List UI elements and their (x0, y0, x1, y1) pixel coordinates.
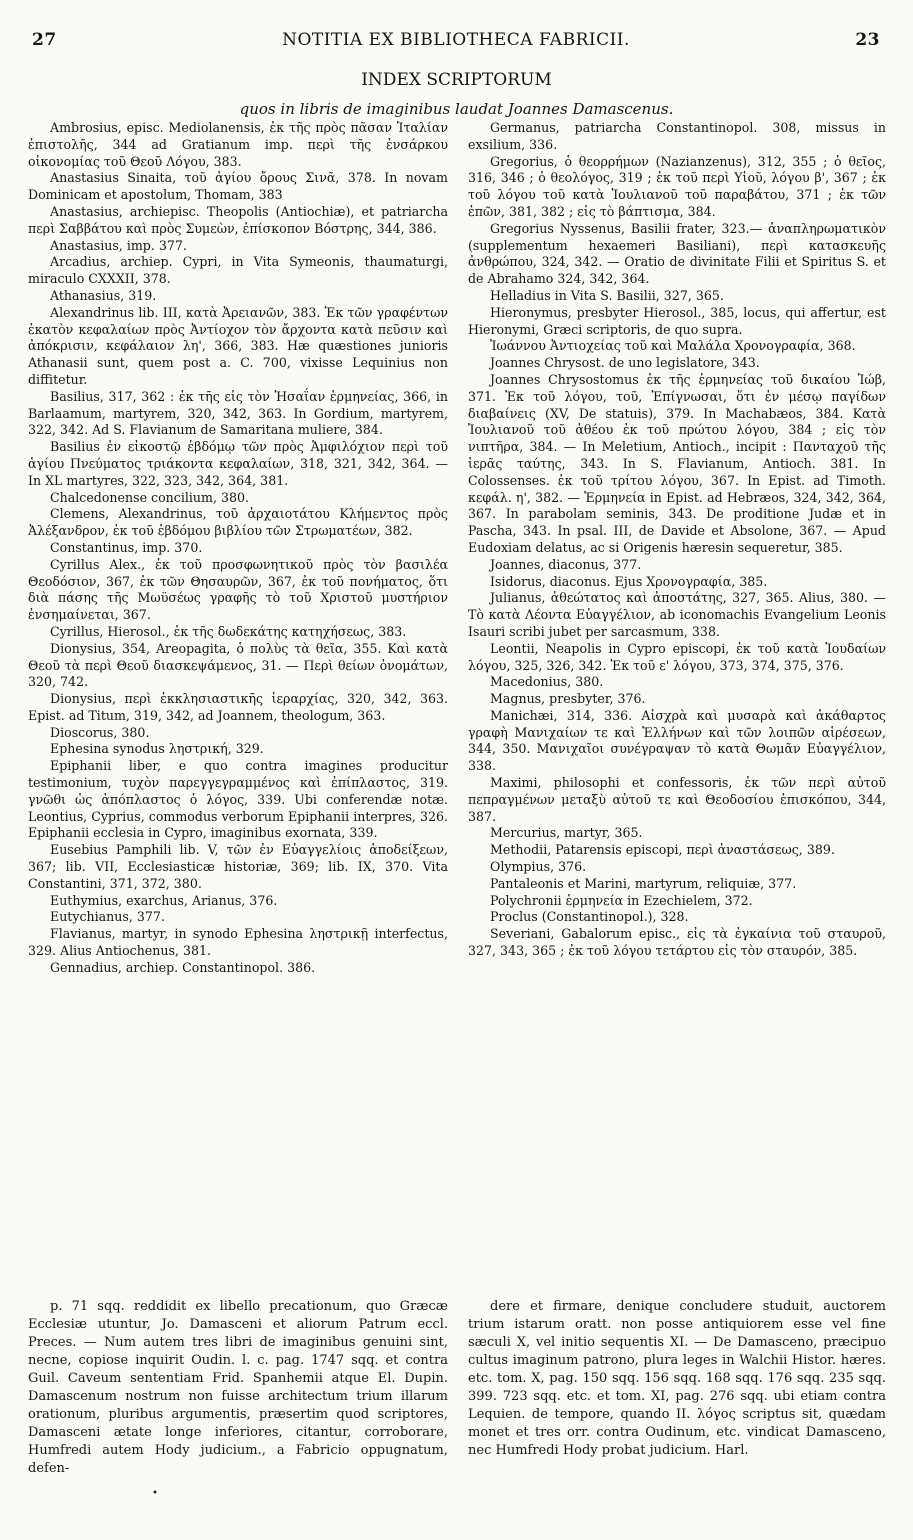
footer-mark: • (152, 1488, 158, 1499)
index-entry: Mercurius, martyr, 365. (490, 825, 643, 841)
index-entry: Anastasius, archiepisc. Theopolis (Antiochiæ), et patriarcha περὶ Σαββάτου καὶ πρὸς Συμεὼν, ἐπίσκοπον Βόστρης, 344, 386. (28, 203, 448, 236)
index-entry: Anastasius, imp. 377. (50, 237, 187, 253)
index-entry: Basilius ἐν εἰκοστῷ ἑβδόμῳ τῶν πρὸς Ἀμφιλόχιον περὶ τοῦ ἁγίου Πνεύματος τριάκοντα κεφαλαίων, 318, 321, 342, 364. — In XL martyres, 322, 323, 342, 364, 381. (28, 439, 448, 488)
index-entry: Cyrillus Alex., ἐκ τοῦ προσφωνητικοῦ πρὸς τὸν βασιλέα Θεοδόσιον, 367, ἐκ τῶν Θησαυρῶν, 367, ἐκ τοῦ πονήματος, ὅτι διὰ πάσης τῆς Μωϋσέως γραφῆς τὸ τοῦ Χριστοῦ μυστήριον ἐνσημαίνεται, 367. (28, 556, 448, 623)
index-entry: Anastasius Sinaita, τοῦ ἁγίου ὄρους Σινᾶ, 378. In novam Dominicam et apostolum, Thomam, 383 (28, 170, 448, 203)
index-entry: Ephesina synodus ληστρική, 329. (50, 741, 264, 757)
index-entry: Ambrosius, episc. Mediolanensis, ἐκ τῆς πρὸς πᾶσαν Ἰταλίαν ἐπιστολῆς, 344 ad Gratianum imp. περὶ τῆς ἐνσάρκου οἰκονομίας τοῦ Θεοῦ Λόγου, 383. (28, 120, 448, 169)
index-entry: Epiphanii liber, e quo contra imagines producitur testimonium, τυχὸν παρεγγεγραμμένος καὶ ἐπίπλαστος, 319. γνῶθι ὡς ἀπόπλαστος ὁ λόγος, 339. Ubi conferendæ notæ. Leontius, Cyprius, commodus verborum Epiphanii interpres, 326. Epiphanii ecclesia in Cypro, imaginibus exornata, 339. (28, 758, 448, 841)
index-entry: Maximi, philosophi et confessoris, ἐκ τῶν περὶ αὐτοῦ πεπραγμένων μεταξὺ αὐτοῦ τε καὶ Θεοδοσίου ἐπισκόπου, 344, 387. (468, 775, 886, 824)
index-entry: Olympius, 376. (490, 859, 587, 875)
index-entry: Methodii, Patarensis episcopi, περὶ ἀναστάσεως, 389. (490, 842, 835, 858)
index-entry: Macedonius, 380. (490, 674, 604, 690)
index-entry: Dionysius, περὶ ἐκκλησιαστικῆς ἱεραρχίας, 320, 342, 363. Epist. ad Titum, 319, 342, ad Joannem, theologum, 363. (28, 691, 448, 723)
index-entry: Leontii, Neapolis in Cypro episcopi, ἐκ τοῦ κατὰ Ἰουδαίων λόγου, 325, 326, 342. Ἐκ τοῦ ε' λόγου, 373, 374, 375, 376. (468, 640, 886, 673)
index-entry: Germanus, patriarcha Constantinopol. 308, missus in exsilium, 336. (468, 120, 886, 152)
running-title: NOTITIA EX BIBLIOTHECA FABRICII. (282, 30, 630, 50)
index-entry: Joannes Chrysostomus ἐκ τῆς ἑρμηνείας τοῦ δικαίου Ἰώβ, 371. Ἐκ τοῦ λόγου, τοῦ, Ἐπίγνωσαι, ὅτι ἐν μέσῳ παγίδων διαβαίνεις (XV, De statuis), 379. In Machabæos, 384. Κατὰ Ἰουλιανοῦ τοῦ ἀθέου ἐκ τοῦ πρώτου λόγου, 384 ; εἰς τὸν νιπτῆρα, 384. — In Meletium, Antioch., incipit : Πανταχοῦ τῆς ἱερᾶς ταύτης, 343. In S. Flavianum, Antioch. 381. In Colossenses. ἐκ τοῦ τρίτου λόγου, 367. In Epist. ad Timoth. κεφάλ. η', 382. — Ἑρμηνεία in Epist. ad Hebræos, 324, 342, 364, 367. In parabolam seminis, 343. De proditione Judæ et in Pascha, 343. In psal. III, de Davide et Absolone, 367. — Apud Eudoxiam delatus, ac si Origenis hæresin sequeretur, 385. (468, 371, 886, 555)
page-header (32, 30, 880, 60)
index-entry: Flavianus, martyr, in synodo Ephesina ληστρικῇ interfectus, 329. Alius Antiochenus, 381. (28, 926, 448, 959)
footnote-text-left: p. 71 sqq. reddidit ex libello precationum, quo Græcæ Ecclesiæ utuntur, Jo. Damasceni et aliorum Patrum eccl. Preces. — Num autem tres libri de imaginibus genuini sint, necne, copiose inquirit Oudin. l. c. pag. 1747 sqq. et contra Guil. Caveum sententiam Frid. Spanhemii atque El. Dupin. Damascenum nostrum non fuisse architectum trium illarum orationum, pluribus argumentis, præsertim quod scriptores, Damasceni ætate longe inferiores, citantur, corroborare, Humfredi autem Hody judicium., a Fabricio oppugnatum, defen- (28, 1299, 448, 1476)
footnote-text-right: dere et firmare, denique concludere studuit, auctorem trium istarum oratt. non posse antiquiorem esse vel fine sæculi X, vel initio sequentis XI. — De Damasceno, præcipuo cultus imaginum patrono, plura leges in Walchii Histor. hæres. etc. tom. X, pag. 150 sqq. 156 sqq. 168 sqq. 176 sqq. 235 sqq. 399. 723 sqq. etc. et tom. XI, pag. 276 sqq. ubi etiam contra Lequien. de tempore, quando II. λόγος scriptus sit, quædam monet et tres orr. contra Oudinum, etc. vindicat Damasceno, nec Humfredi Hody probat judicium. Harl. (468, 1299, 886, 1458)
index-entry: Polychronii ἑρμηνεία in Ezechielem, 372. (490, 892, 753, 908)
index-entry: Joannes, diaconus, 377. (490, 556, 642, 572)
index-entry: Manichæi, 314, 336. Αἰσχρὰ καὶ μυσαρὰ καὶ ἀκάθαρτος γραφὴ Μανιχαίων τε καὶ Ἑλλήνων καὶ τῶν λοιπῶν αἱρέσεων, 344, 350. Μανιχαῖοι συνέγραψαν τὸ κατὰ Θωμᾶν Εὐαγγέλιον, 338. (468, 707, 886, 774)
index-entry: Euthymius, exarchus, Arianus, 376. (50, 892, 278, 908)
index-entry: Julianus, ἀθεώτατος καὶ ἀποστάτης, 327, 365. Alius, 380. — Τὸ κατὰ Λέοντα Εὐαγγέλιον, ab iconomachis Evangelium Leonis Isauri scribi jubet per sarcasmum, 338. (468, 590, 886, 639)
index-entry: Chalcedonense concilium, 380. (50, 489, 250, 505)
index-entry: Gregorius, ὁ θεορρήμων (Nazianzenus), 312, 355 ; ὁ θεῖος, 316, 346 ; ὁ θεολόγος, 319 ; ἐκ τοῦ περὶ Υἱοῦ, λόγου β', 367 ; ἐκ τοῦ λόγου τοῦ κατὰ Ἰουλιανοῦ τοῦ παραβάτου, 371 ; ἐκ τῶν ἐπῶν, 381, 382 ; εἰς τὸ βάπτισμα, 384. (468, 153, 886, 219)
index-entry: Gennadius, archiep. Constantinopol. 386. (50, 959, 316, 975)
index-entry: Helladius in Vita S. Basilii, 327, 365. (490, 287, 724, 303)
index-entry: Dionysius, 354, Areopagita, ὁ πολὺς τὰ θεῖα, 355. Καὶ κατὰ Θεοῦ τὰ περὶ Θεοῦ διασκεψάμενος, 31. — Περὶ θείων ὀνομάτων, 320, 742. (28, 640, 448, 690)
footnote-column-left (28, 1298, 448, 1478)
index-entry: Joannes Chrysost. de uno legislatore, 343. (490, 355, 760, 371)
footnote-column-right (468, 1298, 886, 1478)
index-entry: Gregorius Nyssenus, Basilii frater, 323.— ἀναπληρωματικὸν (supplementum hexaemeri Basiliani), περὶ κατασκευῆς ἀνθρώπου, 324, 342. — Oratio de divinitate Filii et Spiritus S. et de Abrahamo 324, 342, 364. (468, 220, 886, 287)
index-entry: Constantinus, imp. 370. (50, 539, 203, 555)
index-column-left (28, 120, 448, 1292)
index-subtitle: quos in libris de imaginibus laudat Joannes Damascenus. (239, 100, 674, 118)
index-entry: Isidorus, diaconus. Ejus Χρονογραφία, 385. (490, 573, 768, 589)
page-number-right: 23 (855, 30, 880, 50)
page-number-left: 27 (32, 30, 57, 50)
index-entry: Dioscorus, 380. (50, 724, 150, 740)
index-entry: Pantaleonis et Marini, martyrum, reliquiæ, 377. (490, 875, 797, 891)
index-entry: Proclus (Constantinopol.), 328. (490, 909, 689, 925)
index-entry: Severiani, Gabalorum episc., εἰς τὰ ἐγκαίνια τοῦ σταυροῦ, 327, 343, 365 ; ἐκ τοῦ λόγου τετάρτου εἰς τὸν σταυρόν, 385. (468, 926, 886, 959)
index-entry: Basilius, 317, 362 : ἐκ τῆς εἰς τὸν Ἠσαΐαν ἑρμηνείας, 366, in Barlaamum, martyrem, 320, 342, 363. In Gordium, martyrem, 322, 342. Ad S. Flavianum de Samaritana muliere, 384. (28, 388, 448, 438)
index-entry: Cyrillus, Hierosol., ἐκ τῆς δωδεκάτης κατηχήσεως, 383. (50, 623, 407, 639)
index-entry: Magnus, presbyter, 376. (490, 691, 646, 707)
index-entry: Alexandrinus lib. III, κατὰ Ἀρειανῶν, 383. Ἐκ τῶν γραφέντων ἑκατὸν κεφαλαίων πρὸς Ἀντίοχον τὸν ἄρχοντα κατὰ πεῦσιν καὶ ἀπόκρισιν, κεφάλαιον λη', 366, 383. Hæ quæstiones junioris Athanasii sunt, quem post a. C. 700, vixisse Lequinius non diffitetur. (28, 304, 448, 387)
index-entry: Eusebius Pamphili lib. V, τῶν ἐν Εὐαγγελίοις ἀποδείξεων, 367; lib. VII, Ecclesiasticæ historiæ, 369; lib. IX, 370. Vita Constantini, 371, 372, 380. (28, 842, 448, 891)
index-column-right (468, 120, 886, 1292)
index-entry: Hieronymus, presbyter Hierosol., 385, locus, qui affertur, est Hieronymi, Græci scriptoris, de quo supra. (468, 304, 886, 337)
index-entry: Arcadius, archiep. Cypri, in Vita Symeonis, thaumaturgi, miraculo CXXXII, 378. (28, 254, 448, 287)
index-entry: Clemens, Alexandrinus, τοῦ ἀρχαιοτάτου Κλήμεντος πρὸς Ἀλέξανδρον, ἐκ τοῦ ἑβδόμου βιβλίου τῶν Στρωματέων, 382. (28, 506, 448, 539)
index-entry: Eutychianus, 377. (50, 909, 165, 925)
index-entry: Athanasius, 319. (50, 287, 157, 303)
index-entry: Ἰωάννου Ἀντιοχείας τοῦ καὶ Μαλάλα Χρονογραφία, 368. (490, 338, 856, 354)
index-title: INDEX SCRIPTORUM (361, 70, 552, 90)
